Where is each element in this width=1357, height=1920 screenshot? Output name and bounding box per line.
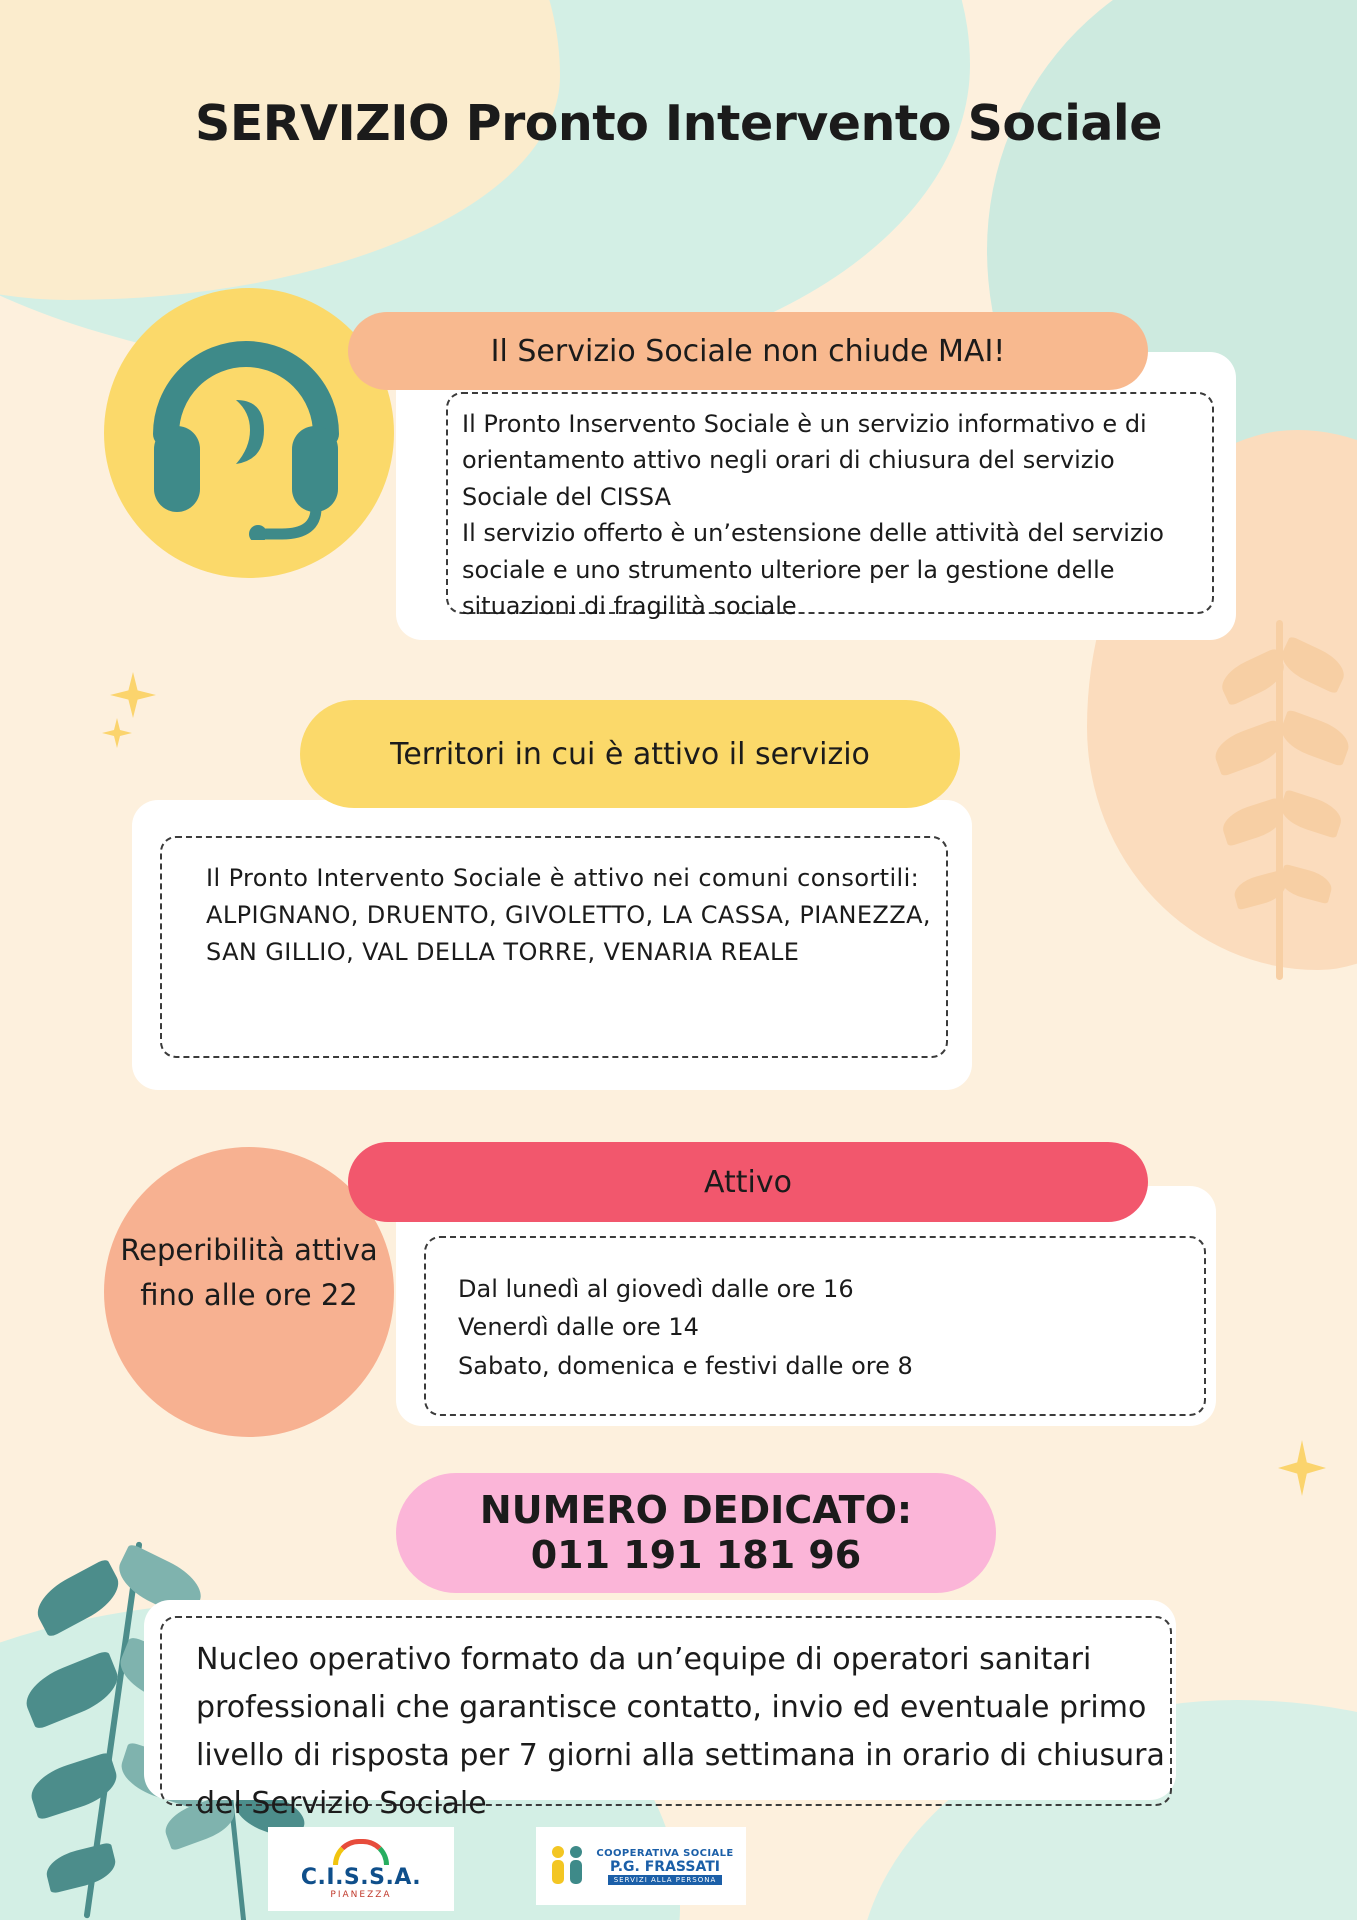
headset-icon bbox=[140, 330, 352, 544]
section-heading-1: Il Servizio Sociale non chiude MAI! bbox=[348, 312, 1148, 390]
section-body-3: Dal lunedì al giovedì dalle ore 16 Venerdì dalle ore 14 Sabato, domenica e festivi dalle ore 8 bbox=[424, 1236, 1206, 1416]
logo-cissa-subtitle: PIANEZZA bbox=[330, 1889, 392, 1900]
logo-frassati-main: P.G. FRASSATI bbox=[610, 1858, 720, 1875]
section-body-1: Il Pronto Inservento Sociale è un servizio informativo e di orientamento attivo negli orari di chiusura del servizio Sociale del CISSA Il servizio offerto è un’estensione delle attività del servizio sociale e uno strumento ulteriore per la gestione delle situazioni di fragilità sociale bbox=[446, 392, 1214, 614]
sparkle-icon bbox=[110, 672, 156, 718]
reperibilita-badge: Reperibilità attiva fino alle ore 22 bbox=[120, 1233, 378, 1312]
logo-frassati-name: COOPERATIVA SOCIALE bbox=[596, 1847, 734, 1859]
phone-badge bbox=[396, 1473, 996, 1593]
logo-cissa bbox=[268, 1827, 454, 1911]
phone-number: 011 191 181 96 bbox=[530, 1533, 862, 1577]
logo-cissa-name: C.I.S.S.A. bbox=[300, 1864, 422, 1890]
sparkle-icon bbox=[102, 718, 132, 748]
section-heading-3: Attivo bbox=[348, 1142, 1148, 1222]
section-heading-2: Territori in cui è attivo il servizio bbox=[300, 700, 960, 808]
logo-frassati-subtitle: SERVIZI ALLA PERSONA bbox=[608, 1875, 723, 1885]
sparkle-icon bbox=[1278, 1440, 1326, 1496]
phone-label: NUMERO DEDICATO: bbox=[479, 1488, 913, 1533]
section-body-2: Il Pronto Intervento Sociale è attivo nei comuni consortili: ALPIGNANO, DRUENTO, GIVOLETTO, LA CASSA, PIANEZZA, SAN GILLIO, VAL DELLA TORRE, VENARIA REALE bbox=[160, 836, 948, 1058]
logo-frassati bbox=[536, 1827, 746, 1905]
page-title: SERVIZIO Pronto Intervento Sociale bbox=[195, 95, 1162, 152]
people-icon bbox=[548, 1843, 588, 1889]
closing-text: Nucleo operativo formato da un’equipe di operatori sanitari professionali che garantisce contatto, invio ed eventuale primo livello di risposta per 7 giorni alla settimana in orario di chiusura del Servizio Sociale bbox=[160, 1616, 1172, 1806]
leaf-orange-right bbox=[1210, 620, 1357, 1000]
rainbow-icon bbox=[333, 1839, 389, 1865]
